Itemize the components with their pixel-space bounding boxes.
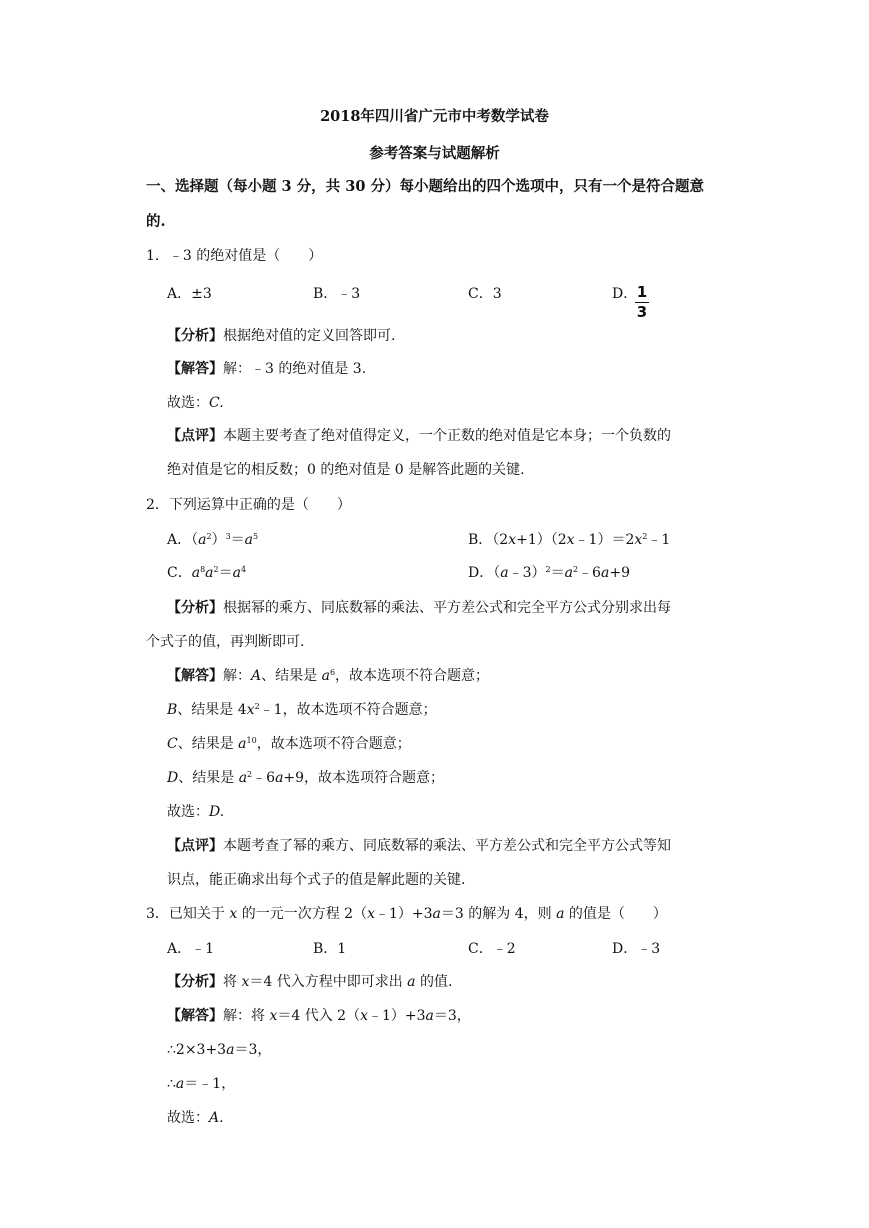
q2-stem: 2．下列运算中正确的是（ ） bbox=[146, 497, 351, 513]
comment-text: 本题考查了幂的乘方、同底数幂的乘法、平方差公式和完全平方公式等知 bbox=[223, 838, 671, 854]
q2-option-d: D．$(a﹣3)^2=a^2﹣6a+9$ bbox=[468, 565, 630, 581]
fraction-denominator: 3 bbox=[636, 303, 648, 321]
q2-answer-b: B、结果是 $4x^2﹣1$，故本选项不符合题意； bbox=[167, 702, 437, 718]
q2-analysis bbox=[167, 601, 671, 615]
q2-choose bbox=[167, 805, 224, 819]
page-title: 2018年四川省广元市中考数学试卷 bbox=[320, 108, 549, 125]
analysis-tag: 【分析】 bbox=[167, 600, 223, 616]
q3-option-a: A．﹣1 bbox=[167, 941, 215, 957]
q1-option-d-fraction bbox=[634, 285, 650, 320]
q1-analysis bbox=[167, 329, 395, 343]
choose-prefix: 故选： bbox=[167, 395, 209, 411]
q2-option-c: C．$a^8a^2=a^4$ bbox=[167, 565, 247, 581]
q3-stem: 3．已知关于 x 的一元一次方程 2（x﹣1）+3a＝3 的解为 4，则 a 的值是（ ） bbox=[146, 906, 667, 922]
q1-option-a: A．±3 bbox=[167, 286, 212, 302]
answer-tag: 【解答】 bbox=[167, 1008, 223, 1024]
section-heading: 一、选择题（每小题 3 分，共 30 分）每小题给出的四个选项中，只有一个是符合题意 bbox=[146, 178, 704, 195]
choose-answer: C. bbox=[209, 395, 224, 411]
q2-answer-d: D、结果是 $a^2﹣6a+9$，故本选项符合题意； bbox=[167, 770, 445, 786]
q1-stem: 1．﹣3 的绝对值是（ ） bbox=[146, 248, 323, 264]
fraction-numerator: 1 bbox=[636, 283, 648, 301]
section-heading-cont: 的. bbox=[146, 213, 166, 230]
q3-analysis: 【分析】将 x＝4 代入方程中即可求出 a 的值. bbox=[167, 974, 453, 990]
answer-text: 解：﹣3 的绝对值是 3. bbox=[223, 361, 367, 377]
comment-text: 本题主要考查了绝对值得定义，一个正数的绝对值是它本身；一个负数的 bbox=[223, 428, 671, 444]
choose-prefix: 故选： bbox=[167, 1110, 209, 1126]
q1-comment-cont: 绝对值是它的相反数；0 的绝对值是 0 是解答此题的关键. bbox=[167, 462, 525, 478]
answer-tag: 【解答】 bbox=[167, 361, 223, 377]
q2-answer: 【解答】解：A、结果是 $a^6$，故本选项不符合题意； bbox=[167, 668, 490, 684]
answer-tag: 【解答】 bbox=[167, 668, 223, 684]
q2-comment-cont: 识点，能正确求出每个式子的值是解此题的关键. bbox=[167, 872, 466, 888]
q2-analysis-cont: 个式子的值，再判断即可. bbox=[146, 634, 305, 650]
q3-option-c: C．﹣2 bbox=[468, 941, 516, 957]
q2-comment bbox=[167, 839, 671, 853]
comment-tag: 【点评】 bbox=[167, 838, 223, 854]
q1-answer bbox=[167, 362, 366, 376]
q2-answer-c: C、结果是 $a^{10}$，故本选项不符合题意； bbox=[167, 736, 411, 752]
q3-option-b: B．1 bbox=[313, 941, 347, 957]
analysis-text: 根据幂的乘方、同底数幂的乘法、平方差公式和完全平方公式分别求出每 bbox=[223, 600, 671, 616]
q3-answer: 【解答】解：将 x＝4 代入 2（x﹣1）+3a＝3， bbox=[167, 1008, 471, 1024]
analysis-text: 根据绝对值的定义回答即可. bbox=[223, 328, 396, 344]
q1-option-d: D． bbox=[612, 286, 638, 302]
q3-step-2: ∴a＝﹣1， bbox=[167, 1076, 236, 1092]
page-subtitle: 参考答案与试题解析 bbox=[369, 145, 500, 162]
choose-answer: D. bbox=[209, 804, 225, 820]
q1-comment bbox=[167, 429, 671, 443]
q2-option-a: A．$(a^2)^3=a^5$ bbox=[167, 532, 259, 548]
analysis-tag: 【分析】 bbox=[167, 328, 223, 344]
q3-step-1: ∴2×3+3a＝3， bbox=[167, 1042, 272, 1058]
q3-option-d: D．﹣3 bbox=[612, 941, 661, 957]
choose-answer: A. bbox=[209, 1110, 224, 1126]
choose-prefix: 故选： bbox=[167, 804, 209, 820]
q3-choose bbox=[167, 1111, 224, 1125]
analysis-tag: 【分析】 bbox=[167, 974, 223, 990]
q1-option-b: B．﹣3 bbox=[313, 286, 361, 302]
q2-option-b: B．$(2x+1)(2x﹣1)=2x^2﹣1$ bbox=[468, 532, 671, 548]
q1-option-c: C．3 bbox=[468, 286, 502, 302]
comment-tag: 【点评】 bbox=[167, 428, 223, 444]
q1-choose bbox=[167, 396, 224, 410]
